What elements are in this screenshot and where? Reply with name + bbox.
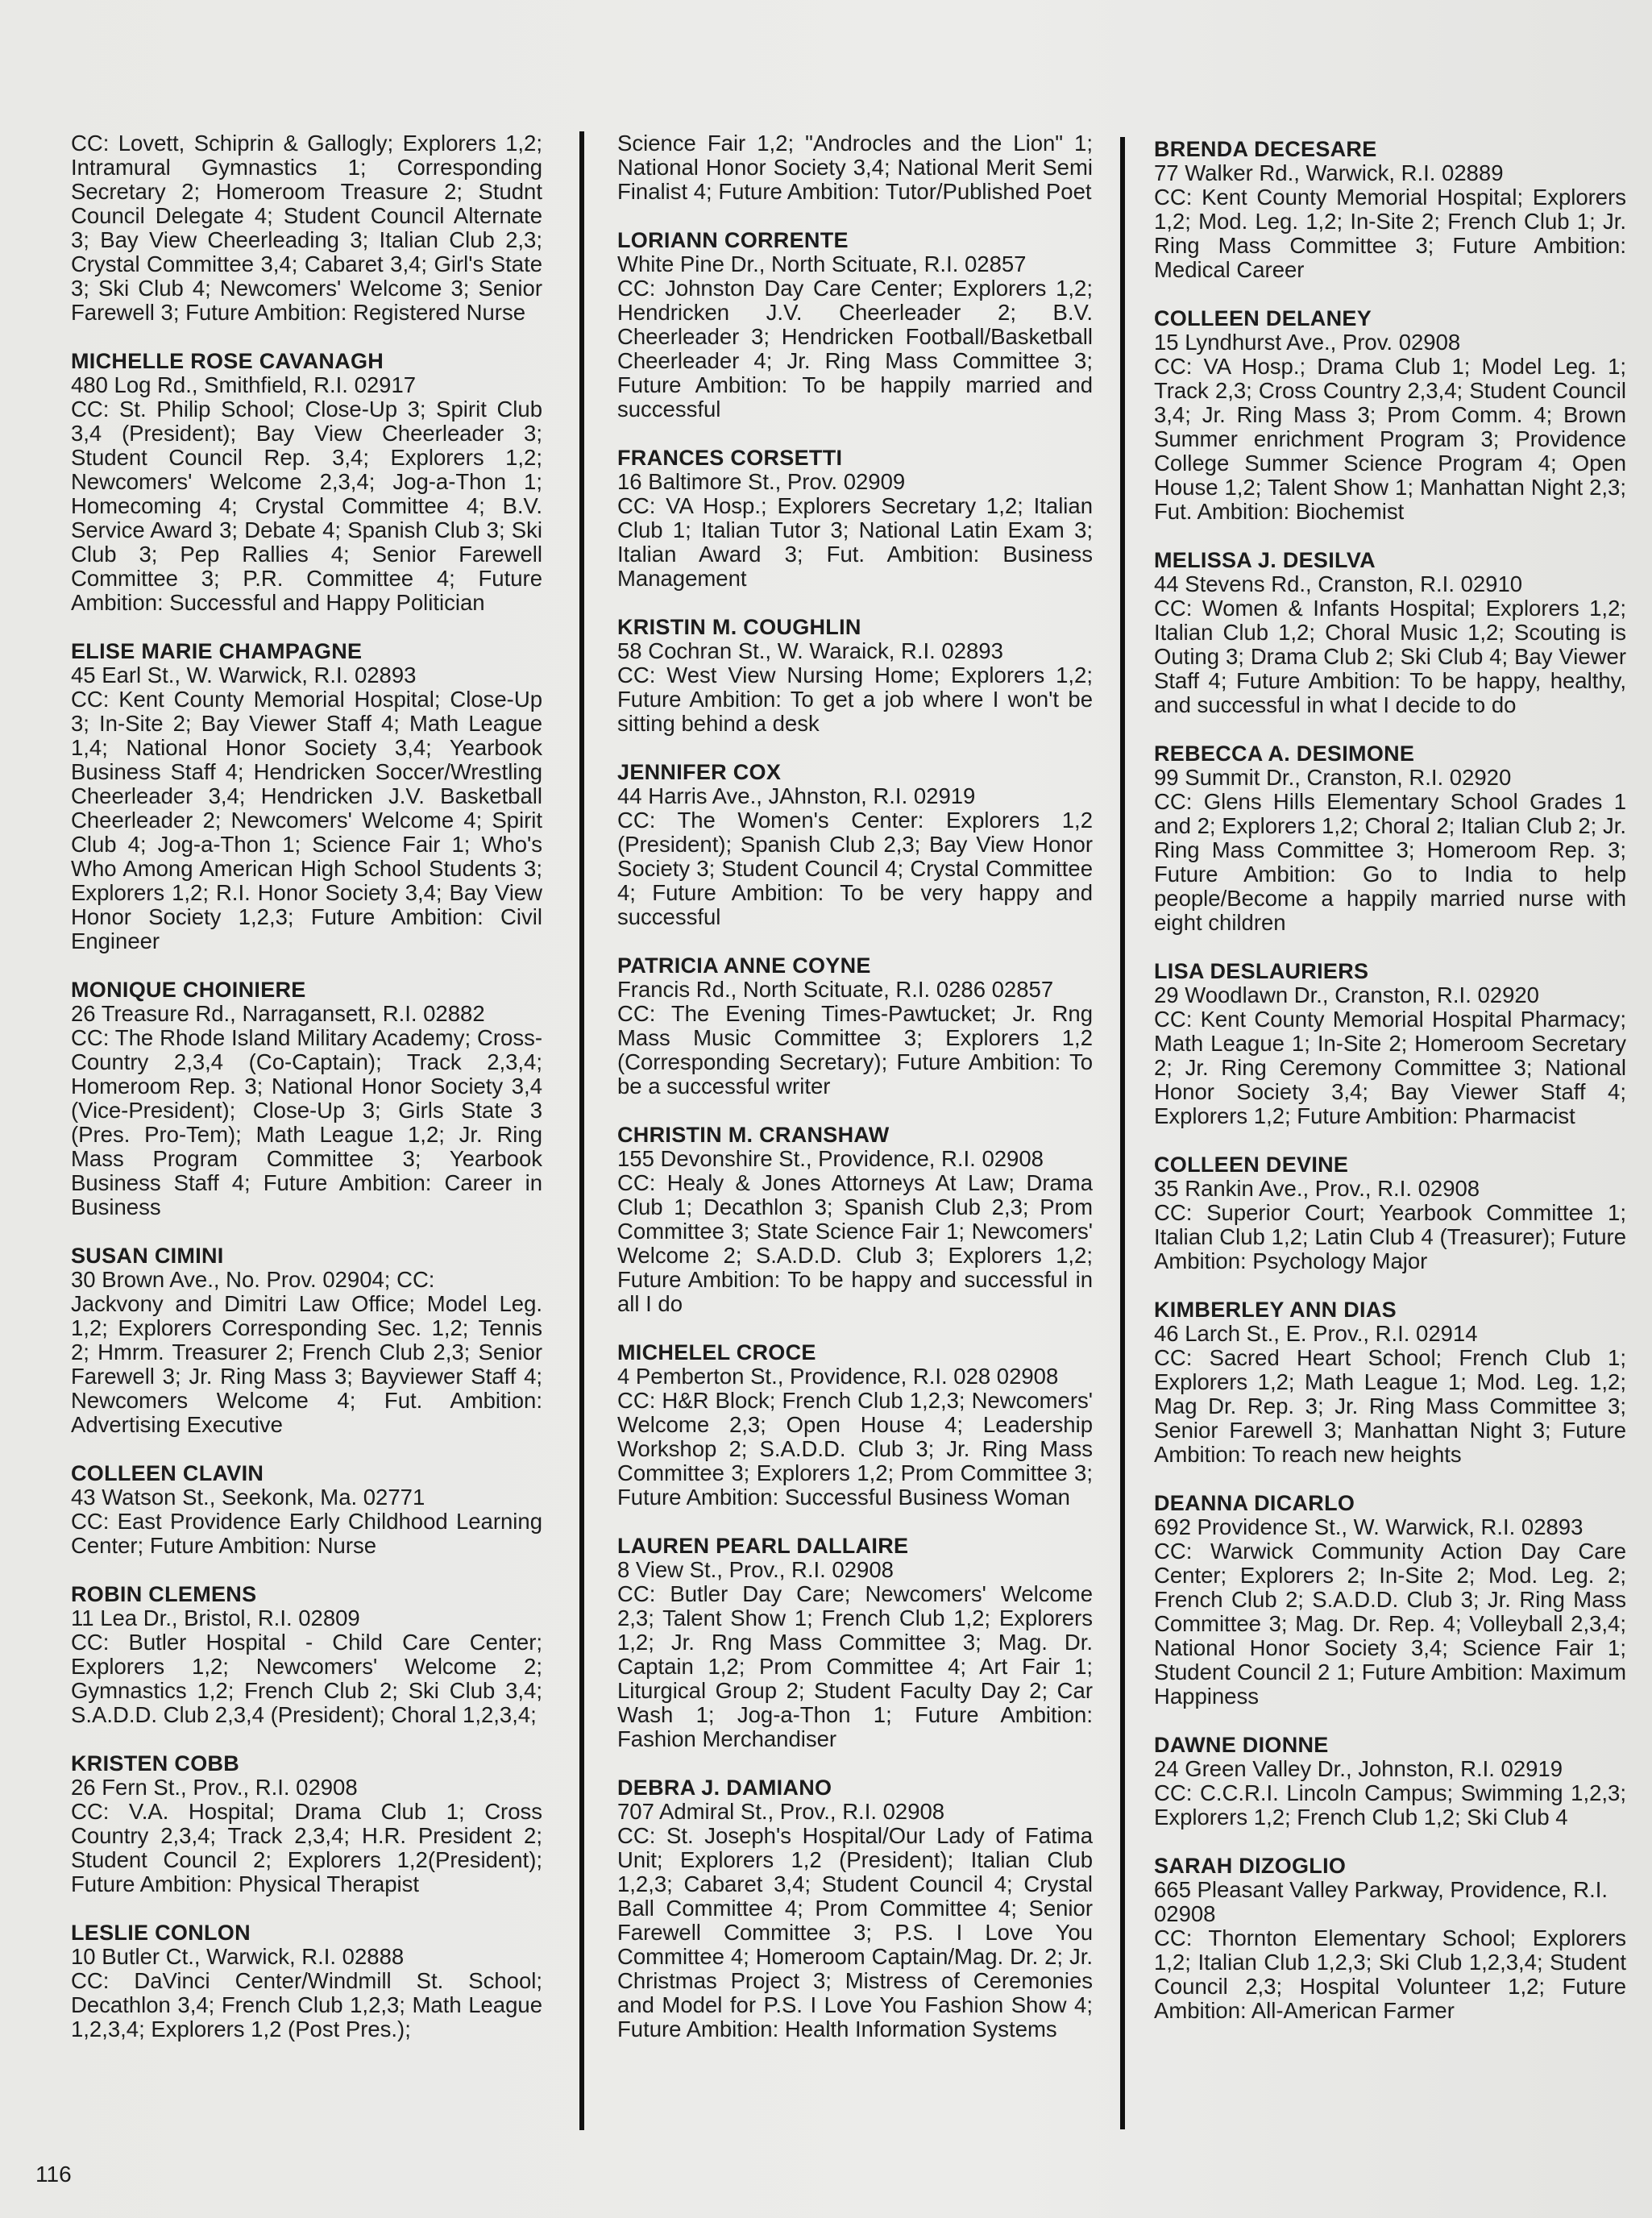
senior-entry	[1154, 1854, 1626, 2023]
student-address: 44 Stevens Rd., Cranston, R.I. 02910	[1154, 571, 1523, 596]
activities-text: CC: St. Philip School; Close-Up 3; Spirit Club 3,4 (President); Bay View Cheerleader 3; Student Council Rep. 3,4; Explorers 1,2; Newcomers' Welcome 2,3,4; Jog-a-Thon 1; Homecoming 4; Crystal Committee 4; B.V. Service Award 3; Debate 4; Spanish Club 3; Ski Club 3; Pep Rallies 4; Senior Farewell Committee 3; P.R. Committee 4; Future Ambition: Successful and Happy Politician	[71, 397, 542, 615]
activities-text: CC: The Rhode Island Military Academy; Cross-Country 2,3,4 (Co-Captain); Track 2,3,4; Homeroom Rep. 3; National Honor Society 3,4 (Vice-President); Close-Up 3; Girls State 3 (Pres. Pro-Tem); Math League 1,2; Jr. Ring Mass Program Committee 3; Yearbook Business Staff 4; Future Ambition: Career in Business	[71, 1025, 542, 1219]
senior-entry	[1154, 548, 1626, 717]
senior-entry	[1154, 959, 1626, 1128]
senior-entry	[71, 1921, 542, 2041]
student-name: LESLIE CONLON	[71, 1921, 251, 1945]
activities-text: CC: Kent County Memorial Hospital Pharmacy; Math League 1; In-Site 2; Homeroom Secretary 2; Jr. Ring Ceremony Committee 3; National Honor Society 3,4; Bay Viewer Staff 4; Explorers 1,2; Future Ambition: Pharmacist	[1154, 1007, 1626, 1128]
student-address: 665 Pleasant Valley Parkway, Providence, R.I. 02908	[1154, 1877, 1608, 1926]
student-address: 707 Admiral St., Prov., R.I. 02908	[617, 1799, 945, 1824]
activities-text: CC: Women & Infants Hospital; Explorers 1,2; Italian Club 1,2; Choral Music 1,2; Scouting is Outing 3; Drama Club 2; Ski Club 4; Bay Viewer Staff 4; Future Ambition: To be happy, healthy, and successful in what I decide to do	[1154, 596, 1626, 717]
student-address: 15 Lyndhurst Ave., Prov. 02908	[1154, 330, 1461, 355]
student-name: ELISE MARIE CHAMPAGNE	[71, 639, 363, 663]
student-name: COLLEEN DELANEY	[1154, 306, 1372, 330]
column-left	[71, 131, 542, 2066]
student-address: 58 Cochran St., W. Waraick, R.I. 02893	[617, 638, 1003, 663]
senior-entry	[617, 1123, 1093, 1316]
senior-entry	[617, 446, 1093, 591]
student-address: 155 Devonshire St., Providence, R.I. 02908	[617, 1146, 1044, 1171]
student-name: LAUREN PEARL DALLAIRE	[617, 1534, 909, 1558]
senior-entry	[71, 1461, 542, 1558]
student-name: SUSAN CIMINI	[71, 1244, 224, 1268]
senior-entry	[1154, 137, 1626, 282]
senior-entry	[71, 978, 542, 1219]
senior-entry	[617, 953, 1093, 1099]
senior-entry	[71, 1751, 542, 1896]
activities-text: CC: Glens Hills Elementary School Grades 1 and 2; Explorers 1,2; Choral 2; Italian Club 2; Jr. Ring Mass Committee 3; Homeroom Rep. 3; Future Ambition: Go to India to help people/Become a happily married nurse with eight children	[1154, 789, 1626, 935]
student-name: ROBIN CLEMENS	[71, 1582, 257, 1606]
senior-entry	[1154, 306, 1626, 524]
student-address: 26 Fern St., Prov., R.I. 02908	[71, 1775, 358, 1800]
senior-entry	[617, 1340, 1093, 1510]
student-name: DEANNA DICARLO	[1154, 1491, 1355, 1515]
activities-text: CC: DaVinci Center/Windmill St. School; Decathlon 3,4; French Club 1,2,3; Math League 1,2,3,4; Explorers 1,2 (Post Pres.);	[71, 1968, 542, 2041]
senior-entry	[617, 760, 1093, 929]
activities-text: CC: Kent County Memorial Hospital; Close-Up 3; In-Site 2; Bay Viewer Staff 4; Math League 1,4; National Honor Society 3,4; Yearbook Business Staff 4; Hendricken Soccer/Wrestling Cheerleader 3,4; Hendricken J.V. Basketball Cheerleader 2; Newcomers' Welcome 4; Spirit Club 4; Jog-a-Thon 1; Science Fair 1; Who's Who Among American High School Students 3; Explorers 1,2; R.I. Honor Society 3,4; Bay View Honor Society 1,2,3; Future Ambition: Civil Engineer	[71, 687, 542, 953]
activities-text: CC: V.A. Hospital; Drama Club 1; Cross Country 2,3,4; Track 2,3,4; H.R. President 2; Student Council 2; Explorers 1,2(President); Future Ambition: Physical Therapist	[71, 1799, 542, 1896]
student-name: REBECCA A. DESIMONE	[1154, 741, 1415, 766]
senior-entry	[71, 1244, 542, 1437]
student-name: KRISTEN COBB	[71, 1751, 240, 1776]
student-address: 35 Rankin Ave., Prov., R.I. 02908	[1154, 1176, 1480, 1201]
student-name: MICHELLE ROSE CAVANAGH	[71, 349, 384, 373]
student-name: KIMBERLEY ANN DIAS	[1154, 1298, 1397, 1322]
activities-text: CC: The Women's Center: Explorers 1,2 (President); Spanish Club 2,3; Bay View Honor Society 3; Student Council 4; Crystal Committee 4; Future Ambition: To be very happy and successful	[617, 808, 1093, 929]
senior-entry	[71, 1582, 542, 1727]
student-name: COLLEEN DEVINE	[1154, 1153, 1349, 1177]
column-middle	[617, 131, 1093, 2066]
activities-text: CC: Butler Day Care; Newcomers' Welcome 2,3; Talent Show 1; French Club 1,2; Explorers 1,2; Jr. Rng Mass Committee 3; Mag. Dr. Captain 1,2; Prom Committee 4; Art Fair 1; Liturgical Group 2; Student Faculty Day 2; Car Wash 1; Jog-a-Thon 1; Future Ambition: Fashion Merchandiser	[617, 1581, 1093, 1751]
activities-text: CC: Superior Court; Yearbook Committee 1; Italian Club 1,2; Latin Club 4 (Treasurer); Future Ambition: Psychology Major	[1154, 1200, 1626, 1273]
student-address: 77 Walker Rd., Warwick, R.I. 02889	[1154, 160, 1504, 185]
senior-entry	[1154, 1491, 1626, 1709]
activities-text: CC: West View Nursing Home; Explorers 1,2; Future Ambition: To get a job where I won't be sitting behind a desk	[617, 662, 1093, 736]
activities-text: CC: VA Hosp.; Explorers Secretary 1,2; Italian Club 1; Italian Tutor 3; National Latin Exam 3; Italian Award 3; Fut. Ambition: Business Management	[617, 493, 1093, 591]
student-address: 8 View St., Prov., R.I. 02908	[617, 1557, 894, 1582]
senior-entry	[1154, 1733, 1626, 1830]
student-name: MELISSA J. DESILVA	[1154, 548, 1376, 572]
student-address: White Pine Dr., North Scituate, R.I. 02857	[617, 251, 1027, 276]
activities-text: CC: Warwick Community Action Day Care Center; Explorers 2; In-Site 2; Mod. Leg. 2; French Club 2; S.A.D.D. Club 3; Jr. Ring Mass Committee 3; Mag. Dr. Rep. 4; Volleyball 2,3,4; National Honor Society 3,4; Science Fair 1; Student Council 2 1; Future Ambition: Maximum Happiness	[1154, 1539, 1626, 1709]
student-address: 43 Watson St., Seekonk, Ma. 02771	[71, 1485, 425, 1510]
student-address: 692 Providence St., W. Warwick, R.I. 02893	[1154, 1514, 1584, 1539]
activities-text: CC: H&R Block; French Club 1,2,3; Newcomers' Welcome 2,3; Open House 4; Leadership Workshop 2; S.A.D.D. Club 3; Jr. Ring Mass Committee 3; Explorers 1,2; Prom Committee 3; Future Ambition: Successful Business Woman	[617, 1388, 1093, 1510]
activities-text: CC: The Evening Times-Pawtucket; Jr. Rng Mass Music Committee 3; Explorers 1,2 (Corresponding Secretary); Future Ambition: To be a successful writer	[617, 1001, 1093, 1099]
student-address: 26 Treasure Rd., Narragansett, R.I. 02882	[71, 1001, 485, 1026]
activities-text: CC: Butler Hospital - Child Care Center; Explorers 1,2; Newcomers' Welcome 2; Gymnastics 1,2; French Club 2; Ski Club 3,4; S.A.D.D. Club 2,3,4 (President); Choral 1,2,3,4;	[71, 1630, 542, 1727]
student-name: COLLEEN CLAVIN	[71, 1461, 264, 1485]
student-address: 480 Log Rd., Smithfield, R.I. 02917	[71, 372, 417, 397]
student-name: MICHELEL CROCE	[617, 1340, 816, 1364]
senior-entry	[617, 615, 1093, 736]
student-name: SARAH DIZOGLIO	[1154, 1854, 1347, 1878]
student-name: MONIQUE CHOINIERE	[71, 978, 306, 1002]
student-address: 46 Larch St., E. Prov., R.I. 02914	[1154, 1321, 1478, 1346]
student-address: 45 Earl St., W. Warwick, R.I. 02893	[71, 662, 417, 687]
student-name: LISA DESLAURIERS	[1154, 959, 1369, 983]
student-address: 11 Lea Dr., Bristol, R.I. 02809	[71, 1605, 360, 1630]
column-right	[1154, 137, 1626, 2047]
senior-entry	[617, 1776, 1093, 2041]
student-name: KRISTIN M. COUGHLIN	[617, 615, 861, 639]
senior-entry	[1154, 741, 1626, 935]
student-name: BRENDA DECESARE	[1154, 137, 1377, 161]
continued-entry-text: CC: Lovett, Schiprin & Gallogly; Explorers 1,2; Intramural Gymnastics 1; Corresponding Secretary 2; Homeroom Treasure 2; Studnt Council Delegate 4; Student Council Alternate 3; Bay View Cheerleading 3; Italian Club 2,3; Crystal Committee 3,4; Cabaret 3,4; Girl's State 3; Ski Club 4; Newcomers' Welcome 3; Senior Farewell 3; Future Ambition: Registered Nurse	[71, 131, 542, 325]
student-address: 99 Summit Dr., Cranston, R.I. 02920	[1154, 765, 1512, 790]
activities-text: Jackvony and Dimitri Law Office; Model Leg. 1,2; Explorers Corresponding Sec. 1,2; Tennis 2; Hmrm. Treasurer 2; French Club 2,3; Senior Farewell 3; Jr. Ring Mass 3; Bayviewer Staff 4; Newcomers Welcome 4; Fut. Ambition: Advertising Executive	[71, 1291, 542, 1437]
student-name: PATRICIA ANNE COYNE	[617, 953, 871, 978]
activities-text: CC: Kent County Memorial Hospital; Explorers 1,2; Mod. Leg. 1,2; In-Site 2; French Club 1; Jr. Ring Mass Committee 3; Future Ambition: Medical Career	[1154, 185, 1626, 282]
page-number: 116	[35, 2162, 72, 2187]
activities-text: CC: Healy & Jones Attorneys At Law; Drama Club 1; Decathlon 3; Spanish Club 2,3; Prom Committee 3; State Science Fair 1; Newcomers' Welcome 2; S.A.D.D. Club 3; Explorers 1,2; Future Ambition: To be happy and successful in all I do	[617, 1170, 1093, 1316]
student-address: 29 Woodlawn Dr., Cranston, R.I. 02920	[1154, 982, 1539, 1007]
student-name: DEBRA J. DAMIANO	[617, 1776, 832, 1800]
student-name: DAWNE DIONNE	[1154, 1733, 1329, 1757]
student-address: 24 Green Valley Dr., Johnston, R.I. 02919	[1154, 1756, 1563, 1781]
column-divider	[1120, 137, 1125, 2129]
column-divider	[579, 131, 584, 2130]
student-name: JENNIFER COX	[617, 760, 782, 784]
student-address: 10 Butler Ct., Warwick, R.I. 02888	[71, 1944, 405, 1969]
continued-entry-text: Science Fair 1,2; "Androcles and the Lion" 1; National Honor Society 3,4; National Merit Semi Finalist 4; Future Ambition: Tutor/Published Poet	[617, 131, 1093, 204]
student-address: Francis Rd., North Scituate, R.I. 0286 02857	[617, 977, 1054, 1002]
activities-text: CC: Thornton Elementary School; Explorers 1,2; Italian Club 1,2,3; Ski Club 1,2,3,4; Student Council 2,3; Hospital Volunteer 1,2; Future Ambition: All-American Farmer	[1154, 1925, 1626, 2023]
student-address: 16 Baltimore St., Prov. 02909	[617, 469, 906, 494]
student-name: FRANCES CORSETTI	[617, 446, 843, 470]
senior-entry	[71, 349, 542, 615]
activities-text: CC: Johnston Day Care Center; Explorers 1,2; Hendricken J.V. Cheerleader 2; B.V. Cheerleader 3; Hendricken Football/Basketball Cheerleader 4; Jr. Ring Mass Committee 3; Future Ambition: To be happily married and successful	[617, 276, 1093, 422]
student-name: LORIANN CORRENTE	[617, 228, 849, 252]
activities-text: CC: Sacred Heart School; French Club 1; Explorers 1,2; Math League 1; Mod. Leg. 1,2; Mag Dr. Rep. 3; Jr. Ring Mass Committee 3; Senior Farewell 3; Manhattan Night 3; Future Ambition: To reach new heights	[1154, 1345, 1626, 1467]
senior-entry	[617, 1534, 1093, 1751]
senior-entry	[1154, 1153, 1626, 1273]
student-address: 30 Brown Ave., No. Prov. 02904; CC:	[71, 1267, 435, 1292]
activities-text: CC: St. Joseph's Hospital/Our Lady of Fatima Unit; Explorers 1,2 (President); Italian Club 1,2,3; Cabaret 3,4; Student Council 4; Crystal Ball Committee 4; Prom Committee 4; Senior Farewell Committee 3; P.S. I Love You Committee 4; Homeroom Captain/Mag. Dr. 2; Jr. Christmas Project 3; Mistress of Ceremonies and Model for P.S. I Love You Fashion Show 4; Future Ambition: Health Information Systems	[617, 1823, 1093, 2041]
activities-text: CC: East Providence Early Childhood Learning Center; Future Ambition: Nurse	[71, 1509, 542, 1558]
senior-entry	[1154, 1298, 1626, 1467]
activities-text: CC: VA Hosp.; Drama Club 1; Model Leg. 1; Track 2,3; Cross Country 2,3,4; Student Council 3,4; Jr. Ring Mass 3; Prom Comm. 4; Brown Summer enrichment Program 3; Providence College Summer Science Program 4; Open House 1,2; Talent Show 1; Manhattan Night 2,3; Fut. Ambition: Biochemist	[1154, 354, 1626, 524]
senior-entry	[71, 639, 542, 953]
activities-text: CC: C.C.R.I. Lincoln Campus; Swimming 1,2,3; Explorers 1,2; French Club 1,2; Ski Club 4	[1154, 1780, 1626, 1830]
student-address: 4 Pemberton St., Providence, R.I. 028 02908	[617, 1364, 1059, 1389]
student-address: 44 Harris Ave., JAhnston, R.I. 02919	[617, 783, 976, 808]
student-name: CHRISTIN M. CRANSHAW	[617, 1123, 890, 1147]
senior-entry	[617, 228, 1093, 422]
